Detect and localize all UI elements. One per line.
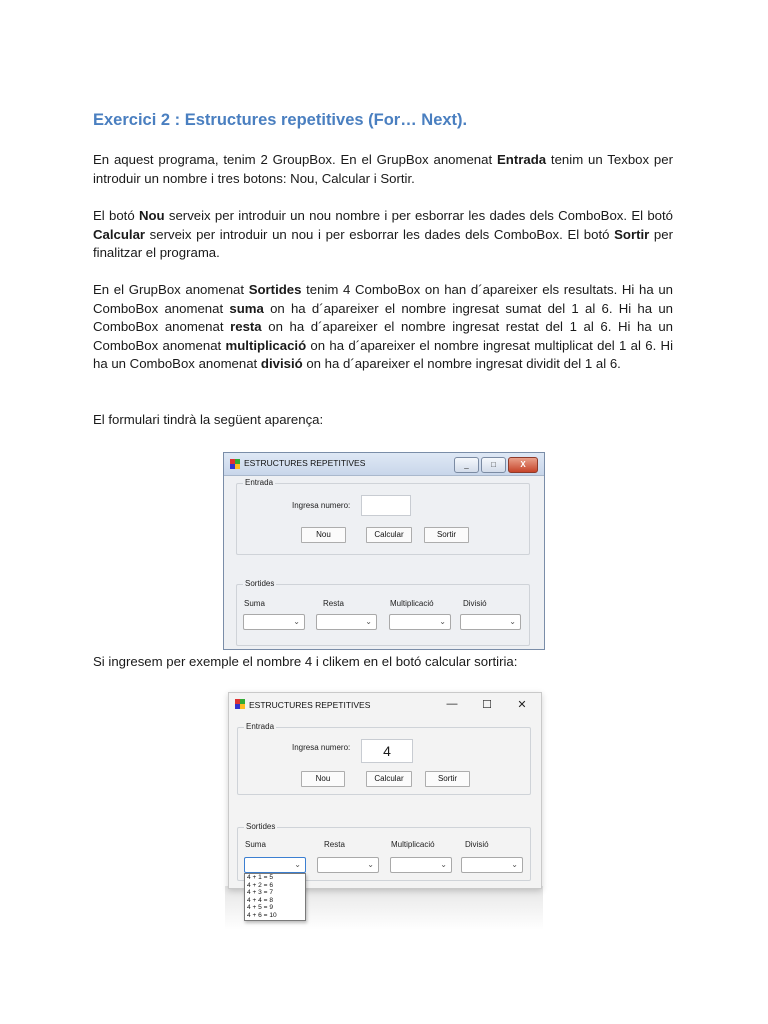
close-button[interactable]: ✕: [517, 699, 527, 711]
suma-label: Suma: [245, 840, 266, 849]
chevron-down-icon: ⌄: [367, 860, 374, 869]
app-icon: [235, 699, 245, 709]
minimize-button[interactable]: —: [446, 698, 458, 710]
groupbox-entrada-label: Entrada: [246, 722, 275, 731]
paragraph-intro: En aquest programa, tenim 2 GroupBox. En el GrupBox anomenat Entrada tenim un Texbox per introduir un nombre i tres botons: Nou, Calcular i Sortir.: [93, 152, 673, 186]
form-window-filled: [228, 692, 542, 889]
list-item[interactable]: 4 + 2 = 6: [247, 881, 274, 889]
divisio-combobox[interactable]: [461, 857, 523, 873]
paragraph-buttons: El botó Nou serveix per introduir un nou nombre i per esborrar les dades dels ComboBox. El botó Calcular serveix per introduir un nou i per esborrar les dades dels ComboBox. El botó Sortir per finalitzar el programa.: [93, 208, 673, 261]
resta-label: Resta: [324, 840, 345, 849]
chevron-down-icon: ⌄: [293, 617, 300, 626]
paragraph-sortides: En el GrupBox anomenat Sortides tenim 4 ComboBox on han d´apareixer els resultats. Hi ha un ComboBox anomenat suma on ha d´apareixer el nombre ingresat sumat del 1 al 6. Hi ha un ComboBox anomenat resta on ha d´apareixer el nombre ingresat restat del 1 al 6. Hi ha un ComboBox anomenat multiplicació on ha d´apareixer el nombre ingresat multiplicat del 1 al 6. Hi ha un ComboBox anomenat divisió on ha d´apareixer el nombre ingresat dividit del 1 al 6.: [93, 282, 674, 372]
resta-combobox[interactable]: [317, 857, 379, 873]
minimize-button[interactable]: _: [454, 457, 479, 473]
window-title: ESTRUCTURES REPETITIVES: [244, 458, 366, 468]
chevron-down-icon: ⌄: [440, 860, 447, 869]
sortir-button[interactable]: Sortir: [424, 527, 469, 543]
suma-label: Suma: [244, 599, 265, 608]
maximize-button[interactable]: □: [481, 457, 506, 473]
chevron-down-icon: ⌄: [294, 860, 301, 869]
suma-combobox[interactable]: [244, 857, 306, 873]
list-item[interactable]: 4 + 1 = 5: [247, 874, 274, 881]
suma-combobox[interactable]: [243, 614, 305, 630]
title-bar: [229, 693, 541, 717]
resta-combobox[interactable]: [316, 614, 377, 630]
list-item[interactable]: 4 + 3 = 7: [247, 889, 274, 897]
chevron-down-icon: ⌄: [509, 617, 516, 626]
divisio-label: Divisió: [465, 840, 489, 849]
chevron-down-icon: ⌄: [439, 617, 446, 626]
list-item[interactable]: 4 + 4 = 8: [247, 896, 274, 904]
divisio-combobox[interactable]: [460, 614, 521, 630]
input-label: Ingresa numero:: [292, 501, 351, 510]
suma-dropdown-list[interactable]: [244, 873, 306, 921]
exercise-heading: Exercici 2 : Estructures repetitives (For… Next).: [93, 111, 468, 129]
number-input[interactable]: [361, 495, 411, 516]
paragraph-form-intro: El formulari tindrà la següent aparença:: [93, 412, 324, 427]
title-bar: [224, 453, 544, 476]
multiplicacio-combobox[interactable]: [389, 614, 451, 630]
resta-label: Resta: [323, 599, 344, 608]
multiplicacio-label: Multiplicació: [390, 599, 434, 608]
app-icon: [230, 459, 240, 469]
groupbox-entrada: [236, 478, 530, 555]
calcular-button[interactable]: Calcular: [366, 771, 412, 787]
nou-button[interactable]: Nou: [301, 771, 345, 787]
list-item[interactable]: 4 + 5 = 9: [247, 904, 274, 912]
form-window-empty: [223, 452, 545, 650]
groupbox-sortides-label: Sortides: [246, 822, 276, 831]
chevron-down-icon: ⌄: [511, 860, 518, 869]
close-button[interactable]: X: [508, 457, 538, 473]
number-input[interactable]: 4: [361, 739, 413, 763]
maximize-button[interactable]: ☐: [482, 699, 492, 711]
nou-button[interactable]: Nou: [301, 527, 346, 543]
multiplicacio-label: Multiplicació: [391, 840, 435, 849]
calcular-button[interactable]: Calcular: [366, 527, 412, 543]
list-item[interactable]: 4 + 6 = 10: [247, 911, 277, 919]
groupbox-entrada-label: Entrada: [245, 478, 274, 487]
paragraph-example: Si ingresem per exemple el nombre 4 i clikem en el botó calcular sortiria:: [93, 654, 518, 669]
divisio-label: Divisió: [463, 599, 487, 608]
window-title: ESTRUCTURES REPETITIVES: [249, 700, 371, 710]
multiplicacio-combobox[interactable]: [390, 857, 452, 873]
sortir-button[interactable]: Sortir: [425, 771, 470, 787]
chevron-down-icon: ⌄: [365, 617, 372, 626]
groupbox-sortides-label: Sortides: [245, 579, 275, 588]
input-label: Ingresa numero:: [292, 743, 351, 752]
